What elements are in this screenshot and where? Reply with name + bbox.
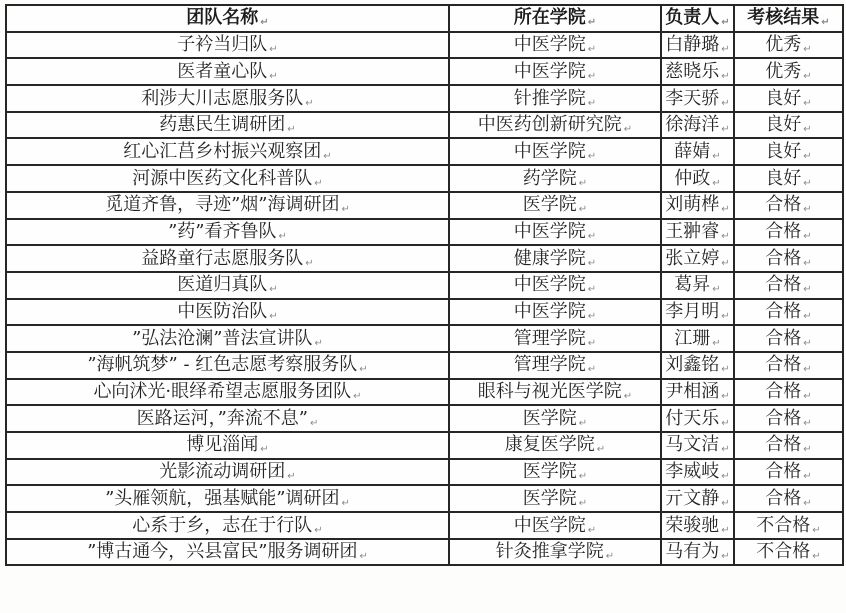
table-row (6, 138, 843, 165)
leader-cell-text: 刘鑫铭 (665, 354, 720, 376)
leader-cell-text: 葛昇 (674, 274, 711, 296)
college-cell (449, 352, 661, 379)
paragraph-mark: ↵ (721, 230, 730, 242)
team-name-cell (6, 165, 449, 192)
leader-cell (661, 299, 734, 326)
paragraph-mark: ↵ (587, 44, 597, 56)
team-name-cell-text: 医者童心队 (177, 60, 268, 82)
leader-cell (661, 405, 734, 432)
result-cell (734, 485, 843, 512)
team-name-cell (6, 32, 449, 59)
table-row (6, 379, 843, 406)
table-row (6, 352, 843, 379)
header-college-label: 所在学院 (513, 7, 586, 29)
result-cell-text: 合格 (765, 354, 802, 376)
paragraph-mark: ↵ (721, 97, 730, 109)
header-college (449, 5, 661, 32)
college-cell-text: 针灸推拿学院 (495, 541, 604, 563)
paragraph-mark: ↵ (623, 124, 633, 136)
college-cell (449, 272, 661, 299)
paragraph-mark: ↵ (821, 17, 830, 29)
team-name-cell-text: 心向沭光·眼绎希望志愿服务团队 (93, 381, 352, 403)
paragraph-mark: ↵ (812, 551, 821, 563)
team-name-cell-text: 药惠民生调研团 (159, 114, 286, 136)
paragraph-mark: ↵ (712, 337, 721, 349)
table-row (6, 325, 843, 352)
team-name-cell (6, 58, 449, 85)
paragraph-mark: ↵ (287, 124, 296, 136)
leader-cell (661, 432, 734, 459)
college-cell (449, 512, 661, 539)
leader-cell-text: 尹相涵 (665, 381, 720, 403)
paragraph-mark: ↵ (578, 204, 588, 216)
header-result (734, 5, 843, 32)
paragraph-mark: ↵ (359, 364, 368, 376)
paragraph-mark: ↵ (587, 150, 597, 162)
result-cell (734, 512, 843, 539)
result-cell (734, 459, 843, 486)
college-cell (449, 32, 661, 59)
paragraph-mark: ↵ (578, 417, 588, 429)
college-cell-text: 健康学院 (513, 247, 586, 269)
table-row (6, 459, 843, 486)
paragraph-mark: ↵ (314, 524, 323, 536)
college-cell-text: 中医学院 (513, 220, 586, 242)
result-cell (734, 352, 843, 379)
leader-cell-text: 王翀睿 (665, 220, 720, 242)
team-name-cell-text: 益路童行志愿服务队 (141, 247, 304, 269)
team-name-cell-text: 中医防治队 (177, 301, 268, 322)
result-cell-text: 优秀 (765, 60, 802, 82)
paragraph-mark: ↵ (721, 471, 730, 483)
college-cell-text: 眼科与视光医学院 (477, 381, 622, 403)
leader-cell (661, 512, 734, 539)
team-name-cell (6, 379, 449, 406)
leader-cell (661, 379, 734, 406)
result-cell (734, 85, 843, 112)
team-name-cell-text: ”药”看齐鲁队 (168, 220, 277, 242)
result-cell-text: 合格 (765, 461, 802, 483)
college-cell (449, 432, 661, 459)
leader-cell (661, 85, 734, 112)
college-cell-text: 管理学院 (513, 354, 586, 376)
paragraph-mark: ↵ (803, 391, 812, 403)
leader-cell-text: 白静璐 (665, 34, 720, 56)
paragraph-mark: ↵ (587, 97, 597, 109)
team-name-cell (6, 539, 449, 566)
paragraph-mark: ↵ (803, 177, 812, 189)
college-cell (449, 165, 661, 192)
table-row (6, 539, 843, 566)
result-cell (734, 245, 843, 272)
college-cell (449, 299, 661, 326)
paragraph-mark: ↵ (721, 524, 730, 536)
leader-cell-text: 刘萌桦 (665, 194, 720, 216)
table-row (6, 112, 843, 139)
table-row (6, 219, 843, 246)
table-row (6, 58, 843, 85)
paragraph-mark: ↵ (269, 284, 278, 296)
result-cell (734, 299, 843, 326)
leader-cell-text: 李天骄 (665, 87, 720, 109)
paragraph-mark: ↵ (721, 444, 730, 456)
paragraph-mark: ↵ (721, 70, 730, 82)
paragraph-mark: ↵ (314, 337, 323, 349)
team-name-cell (6, 512, 449, 539)
result-cell-text: 良好 (765, 167, 802, 189)
paragraph-mark: ↵ (721, 551, 730, 563)
leader-cell (661, 165, 734, 192)
paragraph-mark: ↵ (587, 284, 597, 296)
paragraph-mark: ↵ (803, 337, 812, 349)
team-name-cell-text: ”弘法沧澜”普法宣讲队 (132, 327, 313, 349)
table-row (6, 192, 843, 219)
paragraph-mark: ↵ (803, 471, 812, 483)
header-leader (661, 5, 734, 32)
table-row (6, 432, 843, 459)
paragraph-mark: ↵ (803, 70, 812, 82)
header-row (6, 5, 843, 32)
paragraph-mark: ↵ (721, 311, 730, 322)
paragraph-mark: ↵ (287, 471, 296, 483)
college-cell-text: 中医学院 (513, 514, 586, 536)
result-cell (734, 219, 843, 246)
team-name-cell-text: 子衿当归队 (177, 34, 268, 56)
paragraph-mark: ↵ (803, 150, 812, 162)
college-cell-text: 中医学院 (513, 60, 586, 82)
college-cell (449, 112, 661, 139)
paragraph-mark: ↵ (721, 257, 730, 269)
table-row (6, 405, 843, 432)
leader-cell-text: 亓文静 (665, 487, 720, 509)
result-cell (734, 379, 843, 406)
paragraph-mark: ↵ (712, 177, 721, 189)
result-cell-text: 合格 (765, 434, 802, 456)
college-cell-text: 中医学院 (513, 301, 586, 322)
result-cell (734, 58, 843, 85)
table-row (6, 32, 843, 59)
team-name-cell (6, 432, 449, 459)
college-cell (449, 539, 661, 566)
paragraph-mark: ↵ (353, 391, 362, 403)
college-cell (449, 192, 661, 219)
paragraph-mark: ↵ (587, 17, 597, 29)
result-cell-text: 良好 (765, 140, 802, 162)
leader-cell (661, 245, 734, 272)
paragraph-mark: ↵ (721, 17, 730, 29)
team-name-cell-text: 光影流动调研团 (159, 461, 286, 483)
college-cell-text: 中医药创新研究院 (477, 114, 622, 136)
paragraph-mark: ↵ (721, 204, 730, 216)
paragraph-mark: ↵ (587, 524, 597, 536)
paragraph-mark: ↵ (314, 177, 323, 189)
college-cell (449, 325, 661, 352)
table-row (6, 165, 843, 192)
paragraph-mark: ↵ (721, 497, 730, 509)
team-name-cell-text: 觅道齐鲁，寻迹”烟”海调研团 (105, 194, 340, 216)
paragraph-mark: ↵ (587, 337, 597, 349)
paragraph-mark: ↵ (803, 284, 812, 296)
college-cell-text: 康复医学院 (504, 434, 595, 456)
paragraph-mark: ↵ (269, 311, 278, 322)
result-cell (734, 432, 843, 459)
paragraph-mark: ↵ (578, 471, 588, 483)
paragraph-mark: ↵ (803, 124, 812, 136)
leader-cell-text: 荣骏驰 (665, 514, 720, 536)
paragraph-mark: ↵ (278, 230, 287, 242)
college-cell-text: 中医学院 (513, 140, 586, 162)
paragraph-mark: ↵ (712, 150, 721, 162)
table-row (6, 512, 843, 539)
team-name-cell (6, 352, 449, 379)
paragraph-mark: ↵ (341, 204, 350, 216)
paragraph-mark: ↵ (803, 444, 812, 456)
leader-cell-text: 马文洁 (665, 434, 720, 456)
result-cell-text: 良好 (765, 87, 802, 109)
paragraph-mark: ↵ (803, 417, 812, 429)
leader-cell (661, 459, 734, 486)
paragraph-mark: ↵ (323, 150, 332, 162)
header-leader-label: 负责人 (665, 7, 720, 29)
paragraph-mark: ↵ (623, 391, 633, 403)
paragraph-mark: ↵ (587, 257, 597, 269)
result-cell-text: 合格 (765, 381, 802, 403)
leader-cell-text: 徐海洋 (665, 114, 720, 136)
paragraph-mark: ↵ (721, 44, 730, 56)
paragraph-mark: ↵ (587, 364, 597, 376)
result-cell (734, 138, 843, 165)
college-cell (449, 485, 661, 512)
paragraph-mark: ↵ (721, 124, 730, 136)
team-name-cell (6, 219, 449, 246)
leader-cell-text: 江珊 (674, 327, 711, 349)
college-cell-text: 针推学院 (513, 87, 586, 109)
result-cell-text: 合格 (765, 274, 802, 296)
team-name-cell (6, 85, 449, 112)
paragraph-mark: ↵ (803, 230, 812, 242)
paragraph-mark: ↵ (712, 284, 721, 296)
team-name-cell (6, 112, 449, 139)
paragraph-mark: ↵ (260, 444, 269, 456)
result-cell-text: 优秀 (765, 34, 802, 56)
result-cell (734, 325, 843, 352)
team-name-cell-text: 心系于乡，志在于行队 (132, 514, 313, 536)
college-cell-text: 药学院 (522, 167, 577, 189)
result-cell-text: 合格 (765, 194, 802, 216)
paragraph-mark: ↵ (721, 391, 730, 403)
paragraph-mark: ↵ (260, 17, 269, 29)
leader-cell-text: 仲政 (674, 167, 711, 189)
leader-cell-text: 李威岐 (665, 461, 720, 483)
paragraph-mark: ↵ (587, 230, 597, 242)
leader-cell-text: 薛婧 (674, 140, 711, 162)
college-cell (449, 219, 661, 246)
result-cell-text: 合格 (765, 407, 802, 429)
paragraph-mark: ↵ (812, 524, 821, 536)
paragraph-mark: ↵ (803, 311, 812, 322)
paragraph-mark: ↵ (578, 177, 588, 189)
college-cell (449, 58, 661, 85)
team-name-cell-text: 医道归真队 (177, 274, 268, 296)
team-name-cell-text: 红心汇莒乡村振兴观察团 (123, 140, 322, 162)
result-cell-text: 良好 (765, 114, 802, 136)
paragraph-mark: ↵ (587, 70, 597, 82)
header-result-label: 考核结果 (747, 7, 820, 29)
college-cell (449, 85, 661, 112)
college-cell-text: 中医学院 (513, 34, 586, 56)
result-cell-text: 合格 (765, 220, 802, 242)
result-cell (734, 192, 843, 219)
college-cell-text: 医学院 (522, 407, 577, 429)
paragraph-mark: ↵ (269, 44, 278, 56)
leader-cell (661, 192, 734, 219)
paragraph-mark: ↵ (587, 311, 597, 322)
paragraph-mark: ↵ (721, 364, 730, 376)
college-cell-text: 管理学院 (513, 327, 586, 349)
leader-cell (661, 539, 734, 566)
result-cell-text: 合格 (765, 487, 802, 509)
result-cell-text: 合格 (765, 247, 802, 269)
table-header (6, 5, 843, 32)
paragraph-mark: ↵ (596, 444, 606, 456)
leader-cell (661, 58, 734, 85)
leader-cell (661, 272, 734, 299)
paragraph-mark: ↵ (803, 497, 812, 509)
result-cell (734, 112, 843, 139)
paragraph-mark: ↵ (803, 257, 812, 269)
team-name-cell-text: 医路运河，”奔流不息” (136, 407, 308, 429)
paragraph-mark: ↵ (269, 70, 278, 82)
paragraph-mark: ↵ (578, 497, 588, 509)
leader-cell (661, 112, 734, 139)
leader-cell (661, 32, 734, 59)
header-team-name (6, 5, 449, 32)
leader-cell (661, 325, 734, 352)
paragraph-mark: ↵ (605, 551, 615, 563)
result-cell (734, 272, 843, 299)
team-name-cell (6, 138, 449, 165)
leader-cell (661, 138, 734, 165)
table-row (6, 272, 843, 299)
table-row (6, 485, 843, 512)
college-cell-text: 医学院 (522, 461, 577, 483)
college-cell (449, 379, 661, 406)
team-name-cell (6, 245, 449, 272)
college-cell (449, 138, 661, 165)
leader-cell-text: 马有为 (665, 541, 720, 563)
team-name-cell (6, 405, 449, 432)
result-cell (734, 32, 843, 59)
table-row (6, 299, 843, 326)
paragraph-mark: ↵ (721, 417, 730, 429)
team-name-cell-text: 河源中医药文化科普队 (132, 167, 313, 189)
paragraph-mark: ↵ (359, 551, 368, 563)
leader-cell-text: 李月明 (665, 301, 720, 322)
result-cell-text: 不合格 (756, 514, 811, 536)
team-name-cell (6, 192, 449, 219)
team-name-cell-text: 利涉大川志愿服务队 (141, 87, 304, 109)
leader-cell-text: 慈晓乐 (665, 60, 720, 82)
college-cell-text: 中医学院 (513, 274, 586, 296)
college-cell (449, 245, 661, 272)
paragraph-mark: ↵ (305, 97, 314, 109)
college-cell-text: 医学院 (522, 194, 577, 216)
leader-cell-text: 张立婷 (665, 247, 720, 269)
team-name-cell (6, 272, 449, 299)
team-name-cell-text: ”海帆筑梦” - 红色志愿考察服务队 (87, 354, 358, 376)
team-name-cell-text: 博见淄闻 (186, 434, 259, 456)
paragraph-mark: ↵ (341, 497, 350, 509)
leader-cell-text: 付天乐 (665, 407, 720, 429)
team-name-cell-text: ”博古通今，兴县富民”服务调研团 (87, 541, 358, 563)
result-cell (734, 539, 843, 566)
college-cell (449, 459, 661, 486)
result-cell (734, 405, 843, 432)
table-row (6, 245, 843, 272)
college-cell (449, 405, 661, 432)
paragraph-mark: ↵ (803, 204, 812, 216)
team-assessment-table (5, 4, 844, 566)
leader-cell (661, 352, 734, 379)
table-body (6, 32, 843, 566)
paragraph-mark: ↵ (803, 44, 812, 56)
team-name-cell (6, 459, 449, 486)
result-cell-text: 不合格 (756, 541, 811, 563)
paragraph-mark: ↵ (310, 417, 319, 429)
leader-cell (661, 219, 734, 246)
paragraph-mark: ↵ (305, 257, 314, 269)
team-name-cell (6, 485, 449, 512)
table-row (6, 85, 843, 112)
result-cell-text: 合格 (765, 327, 802, 349)
header-team-name-label: 团队名称 (186, 7, 259, 29)
result-cell (734, 165, 843, 192)
result-cell-text: 合格 (765, 301, 802, 322)
team-name-cell-text: ”头雁领航，强基赋能”调研团 (105, 487, 340, 509)
paragraph-mark: ↵ (803, 97, 812, 109)
college-cell-text: 医学院 (522, 487, 577, 509)
leader-cell (661, 485, 734, 512)
team-name-cell (6, 299, 449, 326)
team-name-cell (6, 325, 449, 352)
paragraph-mark: ↵ (803, 364, 812, 376)
